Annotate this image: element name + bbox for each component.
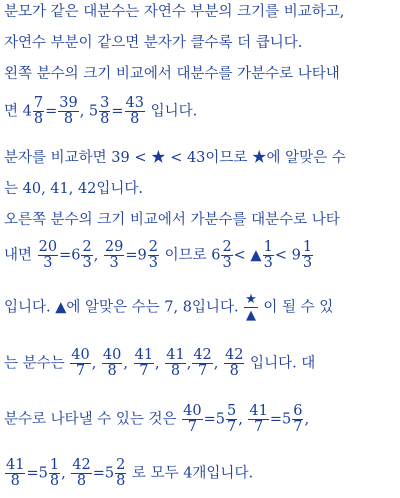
fraction: $\frac{41}{8}$ xyxy=(6,457,25,489)
star-icon: ★ xyxy=(245,292,257,307)
fraction: $\frac{40}{7}$ xyxy=(71,347,90,379)
fraction: $\frac{42}{8}$ xyxy=(72,457,91,489)
fraction: $\frac{42}{7}$ xyxy=(193,347,212,379)
fraction: $\frac{41}{8}$ xyxy=(166,347,185,379)
fraction: $\frac{3}{8}$ xyxy=(100,95,110,127)
fraction: $\frac{40}{7}$ xyxy=(183,403,202,435)
fraction: $\frac{1}{8}$ xyxy=(49,457,60,489)
text-line-11: 분수로 나타낼 수 있는 것은 $\frac{40}{7}$ =5 $\frac{5}{7}$ , $\frac{41}{7}$ =5 $\frac{6}{7}$ , xyxy=(4,403,310,435)
fraction: $\frac{29}{3}$ xyxy=(104,239,124,271)
triangle-icon: ▲ xyxy=(246,308,256,323)
fraction: $\frac{40}{8}$ xyxy=(102,347,122,379)
fraction: $\frac{2}{3}$ xyxy=(222,239,232,271)
fraction: $\frac{2}{8}$ xyxy=(116,457,126,489)
star-over-triangle-fraction xyxy=(244,292,258,323)
text-line-7: 오른쪽 분수의 크기 비교에서 가분수를 대분수로 나타 xyxy=(4,212,340,228)
text-line-10: 는 분수는 $\frac{40}{7}$ , $\frac{40}{8}$ , $\frac{41}{7}$ , $\frac{41}{8}$ , $\frac{42}{7}$ , $\frac{42}{8}$ 입니다. 대 xyxy=(4,347,316,379)
text-line-9: 입니다. ▲에 알맞은 수는 7, 8입니다. $\frac{★}{▲}$ 이 될 수 있 xyxy=(4,292,334,323)
fraction: $\frac{43}{8}$ xyxy=(125,95,144,127)
text-line-3: 왼쪽 분수의 크기 비교에서 대분수를 가분수로 나타내 xyxy=(4,66,340,82)
text-line-12: $\frac{41}{8}$ =5 $\frac{1}{8}$ , $\frac{42}{8}$ =5 $\frac{2}{8}$ 로 모두 4개입니다. xyxy=(6,457,254,489)
text-line-2: 자연수 부분이 같으면 분자가 클수록 더 큽니다. xyxy=(4,35,303,51)
fraction: $\frac{41}{7}$ xyxy=(249,403,268,435)
fraction: $\frac{41}{7}$ xyxy=(134,347,154,379)
text-line-4: 면 4 $\frac{7}{8}$ = $\frac{39}{8}$ , 5 $\frac{3}{8}$ = $\frac{43}{8}$ 입니다. xyxy=(4,95,198,127)
text-line-8: 내면 $\frac{20}{3}$ =6 $\frac{2}{3}$ , $\frac{29}{3}$ =9 $\frac{2}{3}$ 이므로 6 $\frac{2}{3}$ < ▲ $\frac{1}{3}$ < 9 $\frac{1}{3}$ xyxy=(4,239,313,271)
fraction: $\frac{20}{3}$ xyxy=(38,239,58,271)
fraction: $\frac{1}{3}$ xyxy=(302,239,313,271)
fraction: $\frac{1}{3}$ xyxy=(263,239,273,271)
fraction: $\frac{42}{8}$ xyxy=(225,347,244,379)
text-line-1: 분모가 같은 대분수는 자연수 부분의 크기를 비교하고, xyxy=(4,4,345,20)
fraction: $\frac{39}{8}$ xyxy=(59,95,78,127)
fraction: $\frac{2}{3}$ xyxy=(148,239,158,271)
fraction: $\frac{6}{7}$ xyxy=(293,403,303,435)
fraction: $\frac{2}{3}$ xyxy=(82,239,92,271)
text-line-6: 는 40, 41, 42입니다. xyxy=(4,181,144,197)
text-line-5: 분자를 비교하면 39 < ★ < 43이므로 ★에 알맞은 수 xyxy=(4,150,346,166)
fraction: $\frac{7}{8}$ xyxy=(33,95,44,127)
fraction: $\frac{5}{7}$ xyxy=(226,403,237,435)
